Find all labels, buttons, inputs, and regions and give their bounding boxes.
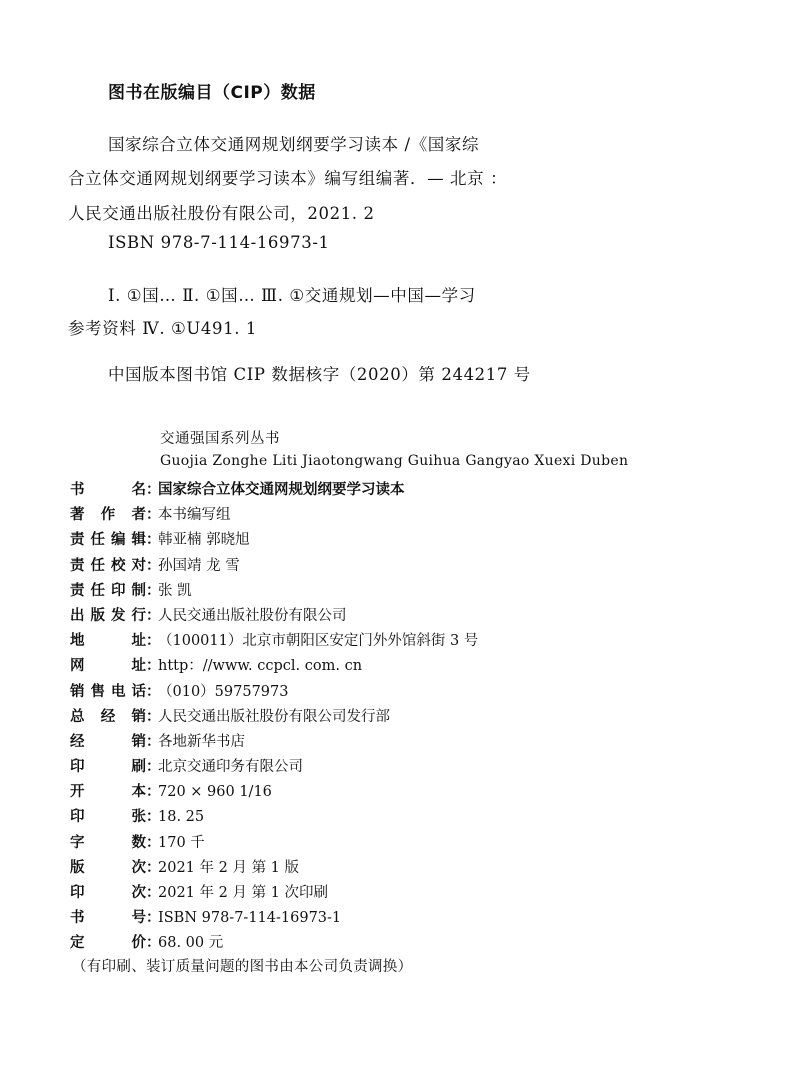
- colophon-value: 人民交通出版社股份有限公司: [158, 607, 347, 624]
- colophon-colon: ：: [146, 859, 161, 876]
- colophon-value: 2021 年 2 月 第 1 版: [158, 859, 300, 876]
- colophon-label: 总经销: [70, 708, 146, 725]
- colophon-value: 韩亚楠 郭晓旭: [158, 532, 250, 549]
- colophon-label: 网址: [70, 658, 146, 675]
- colophon-row: [70, 528, 770, 553]
- colophon-colon: ：: [146, 633, 161, 650]
- quality-note: （有印刷、装订质量问题的图书由本公司负责调换）: [72, 959, 413, 975]
- colophon-label: 销售电话: [70, 683, 146, 700]
- colophon-value: 张 凯: [158, 582, 192, 599]
- colophon-colon: ：: [146, 809, 161, 826]
- series-name: 交通强国系列丛书: [160, 431, 280, 447]
- colophon-row: [70, 831, 770, 856]
- colophon-row: [70, 554, 770, 579]
- cip-line-title: 国家综合立体交通网规划纲要学习读本 /《国家综: [108, 135, 480, 154]
- colophon-value: 18. 25: [158, 809, 205, 826]
- colophon-row: [70, 780, 770, 805]
- colophon-value: （010）59757973: [158, 683, 289, 700]
- colophon-colon: ：: [146, 658, 161, 675]
- colophon-value: 720 × 960 1/16: [158, 784, 272, 801]
- colophon-row: [70, 680, 770, 705]
- cip-line-publisher: 人民交通出版社股份有限公司，2021. 2: [68, 204, 375, 223]
- colophon-value: 孙国靖 龙 雪: [158, 557, 240, 574]
- colophon-label: 书名: [70, 482, 146, 498]
- colophon-label: 版次: [70, 859, 146, 876]
- colophon-colon: ：: [146, 885, 161, 901]
- colophon-label: 经销: [70, 733, 146, 750]
- colophon-value: 人民交通出版社股份有限公司发行部: [158, 708, 390, 725]
- cip-title: 图书在版编目（CIP）数据: [108, 83, 316, 103]
- colophon-colon: ：: [146, 582, 161, 599]
- colophon-row: [70, 654, 770, 679]
- colophon-label: 责任印制: [70, 582, 146, 599]
- colophon-label: 印刷: [70, 759, 146, 776]
- cip-line-title-cont: 合立体交通网规划纲要学习读本》编写组编著．— 北京 ：: [68, 169, 508, 188]
- colophon-value: 2021 年 2 月 第 1 次印刷: [158, 885, 329, 901]
- colophon-row: [70, 503, 770, 528]
- colophon-value: 各地新华书店: [158, 733, 245, 750]
- colophon-row: [70, 931, 770, 956]
- colophon-label: 地址: [70, 633, 146, 650]
- colophon-value: ISBN 978-7-114-16973-1: [158, 910, 342, 927]
- colophon-value: （100011）北京市朝阳区安定门外外馆斜街 3 号: [158, 633, 479, 650]
- colophon-label: 书号: [70, 910, 146, 927]
- colophon-row: [70, 629, 770, 654]
- colophon-colon: ：: [146, 910, 161, 927]
- colophon-colon: ：: [146, 557, 161, 574]
- colophon-row: [70, 579, 770, 604]
- colophon-row: [70, 906, 770, 931]
- colophon-colon: ：: [146, 607, 161, 624]
- colophon-label: 字数: [70, 834, 146, 851]
- colophon-colon: ：: [146, 935, 161, 952]
- colophon-colon: ：: [146, 759, 161, 776]
- colophon-value: 68. 00 元: [158, 935, 224, 952]
- colophon-label: 印张: [70, 809, 146, 826]
- cip-line-record-number: 中国版本图书馆 CIP 数据核字（2020）第 244217 号: [108, 365, 531, 384]
- colophon-colon: ：: [146, 708, 161, 725]
- colophon-value: 国家综合立体交通网规划纲要学习读本: [158, 482, 405, 498]
- colophon-colon: ：: [146, 733, 161, 750]
- colophon-colon: ：: [146, 507, 161, 524]
- cip-line-subjects: Ⅰ. ①国… Ⅱ. ①国… Ⅲ. ①交通规划—中国—学习: [108, 286, 476, 305]
- colophon-row: [70, 755, 770, 780]
- colophon-list: [70, 478, 770, 957]
- colophon-value: 本书编写组: [158, 507, 231, 524]
- colophon-colon: ：: [146, 482, 161, 498]
- colophon-label: 印次: [70, 885, 146, 901]
- colophon-colon: ：: [146, 834, 161, 851]
- colophon-colon: ：: [146, 784, 161, 801]
- colophon-row: [70, 730, 770, 755]
- colophon-colon: ：: [146, 683, 161, 700]
- colophon-label: 责任编辑: [70, 532, 146, 549]
- series-pinyin-title: Guojia Zonghe Liti Jiaotongwang Guihua Gangyao Xuexi Duben: [160, 453, 629, 469]
- cip-line-isbn: ISBN 978-7-114-16973-1: [108, 233, 330, 252]
- cip-line-classification: 参考资料 Ⅳ. ①U491. 1: [68, 319, 257, 338]
- colophon-label: 出版发行: [70, 607, 146, 624]
- colophon-value: http：//www. ccpcl. com. cn: [158, 658, 363, 675]
- colophon-row: [70, 881, 770, 906]
- colophon-label: 定价: [70, 935, 146, 952]
- colophon-label: 著作者: [70, 507, 146, 524]
- colophon-colon: ：: [146, 532, 161, 549]
- colophon-row: [70, 805, 770, 830]
- colophon-row: [70, 604, 770, 629]
- colophon-label: 责任校对: [70, 557, 146, 574]
- colophon-label: 开本: [70, 784, 146, 801]
- colophon-row: [70, 705, 770, 730]
- colophon-row: [70, 856, 770, 881]
- colophon-value: 170 千: [158, 834, 205, 851]
- colophon-row: [70, 478, 770, 503]
- colophon-value: 北京交通印务有限公司: [158, 759, 303, 776]
